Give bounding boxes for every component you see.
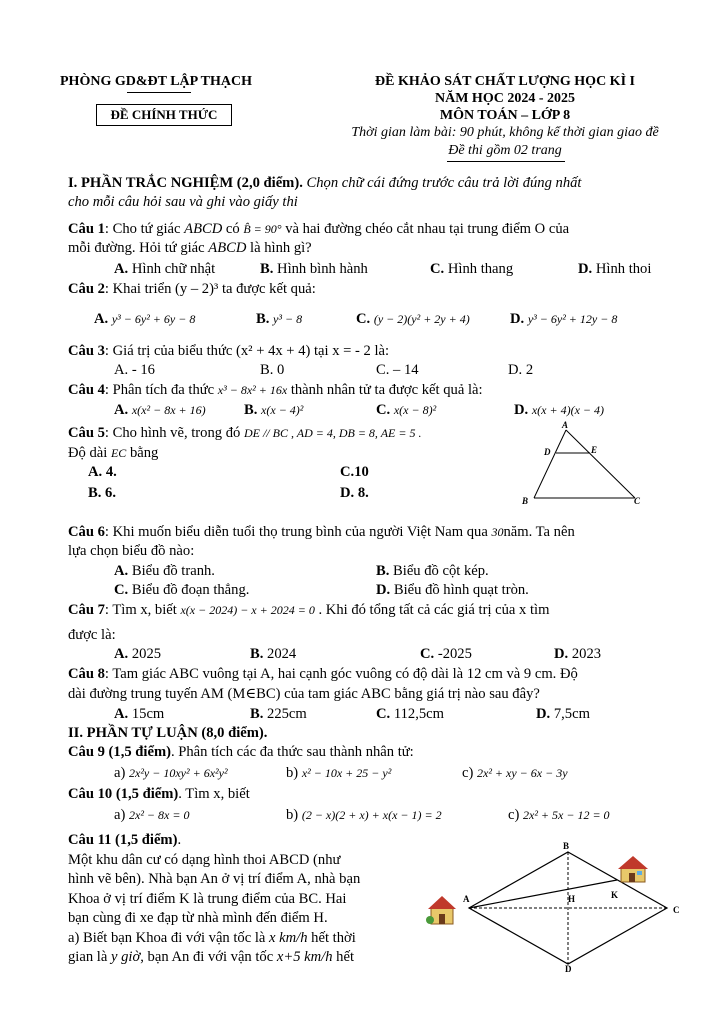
q1-text-d: mỗi đường. Hỏi tứ giác [68,240,209,256]
q11-t5a: a) Biết bạn Khoa đi với vận tốc là [68,930,270,946]
q5-label-a: A [562,420,569,430]
subject-title: MÔN TOÁN – LỚP 8 [439,108,571,123]
q4-option-a[interactable] [114,401,206,419]
q3-line1 [68,342,389,360]
q11-label-k: K [611,890,619,900]
q11-label-a: A [463,894,470,904]
q1-option-d[interactable] [578,260,651,278]
q1-opt-text: Hình thoi [592,261,652,277]
time-note: Thời gian làm bài: 90 phút, không kể thời gian giao đề [351,125,659,140]
q3-text: : Giá trị của biểu thức (x² + 4x + 4) tại x = - 2 là: [104,343,390,359]
q6-option-d[interactable] [376,581,529,599]
q5-option-d[interactable]: D. 8. [340,485,369,501]
q11-speed-2: x+5 km/h [276,949,333,965]
q2-opt-text: (y − 2)(y² + 2y + 4) [373,312,470,326]
q5-option-b[interactable]: B. 6. [88,485,116,501]
part1-title: I. PHẦN TRẮC NGHIỆM (2,0 điểm). [68,175,303,191]
q2-opt-letter: D. [510,311,525,327]
q2-line1 [68,280,316,298]
q4-poly: x³ − 8x² + 16x [217,383,288,397]
q11-time: y giờ [110,949,141,965]
q5-ec: EC [110,446,127,460]
q4-opt-text: x(x − 4)² [261,403,304,417]
q1-opt-letter: B. [260,261,274,277]
q6-option-a[interactable] [114,562,215,580]
q7-line2: được là: [68,627,116,643]
q6-opt-text: Biểu đồ đoạn thẳng. [128,582,250,598]
q5-label-d: D [544,447,551,457]
q8-line2: dài đường trung tuyến AM (M∈BC) của tam giác ABC bằng giá trị nào sau đây? [68,686,540,702]
q10-a-label: a) [114,807,126,823]
q1-opt-letter: D. [578,261,593,277]
q7-option-c[interactable] [420,645,472,663]
department-name: PHÒNG GD&ĐT LẬP THẠCH [60,74,253,89]
q1-label: Câu 1 [68,221,105,237]
q6-opt-letter: C. [114,582,129,598]
q1-abcd: ABCD [184,221,223,237]
q4-option-c[interactable] [376,401,436,419]
q11-t6c: hết [332,949,354,965]
q8-opt-text: 112,5cm [390,706,444,722]
q8-opt-letter: D. [536,706,551,722]
q7-text: : Tìm x, biết [104,602,181,618]
q7-option-b[interactable] [250,645,296,663]
q2-opt-letter: B. [256,311,270,327]
q5-line2 [68,444,158,462]
q6-opt-text: Biểu đồ cột kép. [389,563,489,579]
q7-option-a[interactable] [114,645,161,663]
q10-label: Câu 10 (1,5 điểm) [68,786,179,802]
header-divider-right [447,161,565,162]
header-divider-left [127,92,191,93]
q6-option-c[interactable] [114,581,249,599]
q11-text-5 [68,929,356,947]
q1-angle: B̂ = 90° [243,222,282,236]
q9-b-expr: x² − 10x + 25 − y² [301,766,392,780]
q11-label-h: H [568,894,576,904]
q8-opt-letter: C. [376,706,391,722]
q2-label: Câu 2 [68,281,105,297]
q2-opt-letter: A. [94,311,109,327]
q7-opt-text: -2025 [434,646,472,662]
q10-part-b [286,806,442,824]
q6-opt-letter: A. [114,563,129,579]
q7-opt-letter: A. [114,646,129,662]
q4-opt-letter: D. [514,402,529,418]
q11-label: Câu 11 (1,5 điểm) [68,832,178,848]
q8-text: : Tam giác ABC vuông tại A, hai cạnh góc vuông có độ dài là 12 cm và 9 cm. Độ [104,666,578,682]
q5-option-a[interactable]: A. 4. [88,464,117,480]
part1-heading [68,174,581,192]
q8-opt-letter: A. [114,706,129,722]
q7-line1 [68,601,549,619]
q2-text: : Khai triển (y – 2)³ ta được kết quả: [104,281,316,297]
q8-opt-text: 225cm [263,706,307,722]
house-icon-an [426,896,456,924]
q3-option-d[interactable]: D. 2 [508,362,534,378]
q4-opt-letter: A. [114,402,129,418]
q7-text-b: . Khi đó tổng tất cả các giá trị của x tìm [314,602,550,618]
q5-line1 [68,424,421,442]
q1-option-a[interactable] [114,260,215,278]
q9-a-expr: 2x²y − 10xy² + 6x²y² [129,766,228,780]
q1-option-c[interactable] [430,260,513,278]
q7-opt-text: 2024 [263,646,297,662]
q7-opt-text: 2025 [128,646,162,662]
q10-text: . Tìm x, biết [178,786,250,802]
q11-text-1: Một khu dân cư có dạng hình thoi ABCD (như [68,852,341,868]
q11-dot: . [177,832,182,848]
q5-text: : Cho hình vẽ, trong đó [104,425,244,441]
q2-option-b[interactable] [256,310,302,328]
school-year: NĂM HỌC 2024 - 2025 [435,91,575,106]
segment-ak [469,880,617,908]
q4-option-b[interactable] [244,401,303,419]
q6-opt-text: Biểu đồ hình quạt tròn. [390,582,529,598]
q9-part-b [286,764,391,782]
part1-instruction-cont: cho mỗi câu hỏi sau và ghi vào giấy thi [68,194,298,210]
q11-text-4: bạn cùng đi xe đạp từ nhà mình đến điểm H. [68,910,328,926]
q11-t6a: gian là [68,949,111,965]
q5-label-e: E [591,445,598,455]
q10-c-expr: 2x² + 5x − 12 = 0 [523,808,610,822]
q2-opt-text: y³ − 6y² + 12y − 8 [527,312,618,326]
q11-text-6 [68,948,354,966]
q5-edge-ab [534,430,566,498]
q4-text-b: thành nhân tử ta được kết quả là: [287,382,483,398]
q11-t5b: hết thời [307,930,356,946]
q1-text: : Cho tứ giác [104,221,185,237]
q9-part-a [114,764,228,782]
q6-opt-text: Biểu đồ tranh. [128,563,215,579]
q1-opt-letter: C. [430,261,445,277]
official-label: ĐỀ CHÍNH THỨC [96,104,232,126]
q4-opt-text: x(x² − 8x + 16) [131,403,206,417]
q8-option-b[interactable] [250,705,307,723]
q7-option-d[interactable] [554,645,601,663]
q2-opt-text: y³ − 6y² + 6y − 8 [111,312,196,326]
pages-note: Đề thi gồm 02 trang [448,143,562,158]
q9-c-expr: 2x² + xy − 6x − 3y [477,766,568,780]
q8-option-c[interactable] [376,705,444,723]
q7-opt-letter: B. [250,646,264,662]
q5-text-c: bằng [126,445,159,461]
q7-equation: x(x − 2024) − x + 2024 = 0 [180,603,315,617]
q1-text-c: và hai đường chéo cắt nhau tại trung điểm O của [281,221,570,237]
q11-text-3: Khoa ở vị trí điểm K là trung điểm của BC. Hai [68,891,347,907]
q2-option-d[interactable] [510,310,617,328]
q10-a-expr: 2x² − 8x = 0 [129,808,190,822]
q11-line1 [68,831,181,849]
q5-text-b: Độ dài [68,445,111,461]
q6-text: : Khi muốn biểu diễn tuổi thọ trung bình của người Việt Nam qua [104,524,492,540]
q2-opt-letter: C. [356,311,371,327]
house-icon-khoa [618,856,648,882]
q8-opt-letter: B. [250,706,264,722]
q3-option-a[interactable]: A. - 16 [114,362,155,378]
q4-opt-text: x(x − 8)² [393,403,437,417]
q11-rhombus-figure [425,838,695,973]
q6-option-b[interactable] [376,562,489,580]
q8-line1 [68,665,578,683]
q3-label: Câu 3 [68,343,105,359]
q4-option-d[interactable] [514,401,604,419]
q5-edge-ac [566,430,635,498]
q2-opt-text: y³ − 8 [273,312,303,326]
q10-b-expr: (2 − x)(2 + x) + x(x − 1) = 2 [301,808,442,822]
q6-opt-letter: D. [376,582,391,598]
q4-text: : Phân tích đa thức [104,382,218,398]
q9-line1 [68,743,414,761]
q7-opt-letter: D. [554,646,569,662]
q7-opt-text: 2023 [568,646,602,662]
q11-label-b: B [563,841,570,851]
q11-t6b: , bạn An đi với vận tốc [140,949,277,965]
q1-opt-text: Hình thang [444,261,514,277]
q6-label: Câu 6 [68,524,105,540]
q9-b-label: b) [286,765,299,781]
q1-option-b[interactable] [260,260,368,278]
q9-a-label: a) [114,765,126,781]
q9-label: Câu 9 (1,5 điểm) [68,744,171,760]
q6-line2: lựa chọn biểu đồ nào: [68,543,195,559]
q8-option-d[interactable] [536,705,590,723]
q1-opt-text: Hình chữ nhật [128,261,216,277]
q5-triangle-figure [515,418,645,508]
q10-line1 [68,785,250,803]
q11-text-2: hình vẽ bên). Nhà bạn An ở vị trí điểm A, nhà bạn [68,871,361,887]
q8-option-a[interactable] [114,705,164,723]
q8-label: Câu 8 [68,666,105,682]
q9-c-label: c) [462,765,474,781]
q4-opt-text: x(x + 4)(x − 4) [531,403,605,417]
q6-line1 [68,523,575,541]
q1-opt-text: Hình bình hành [273,261,368,277]
part1-instruction: Chọn chữ cái đứng trước câu trả lời đúng nhất [306,175,582,191]
q7-opt-letter: C. [420,646,435,662]
q11-speed: x km/h [269,930,308,946]
q3-option-b[interactable]: B. 0 [260,362,285,378]
q5-option-c[interactable]: C.10 [340,464,369,480]
q4-opt-letter: C. [376,402,391,418]
q1-opt-letter: A. [114,261,129,277]
q2-option-c[interactable] [356,310,470,328]
q1-text-e: là hình gì? [246,240,312,256]
q5-condition: DE // BC , AD = 4, DB = 8, AE = 5 . [243,426,422,440]
q7-label: Câu 7 [68,602,105,618]
q6-years: 30 [491,525,504,539]
part2-title: II. PHẦN TỰ LUẬN (8,0 điểm). [68,725,268,741]
q4-opt-letter: B. [244,402,258,418]
q1-text-b: có [222,221,244,237]
q3-option-c[interactable]: C. – 14 [376,362,419,378]
q10-b-label: b) [286,807,299,823]
q5-label-c: C [634,496,641,506]
q2-option-a[interactable] [94,310,195,328]
q5-label: Câu 5 [68,425,105,441]
q10-part-c [508,806,610,824]
q4-label: Câu 4 [68,382,105,398]
q6-opt-letter: B. [376,563,390,579]
q10-part-a [114,806,189,824]
q5-label-b: B [522,496,529,506]
q8-opt-text: 7,5cm [550,706,590,722]
q11-label-d: D [565,964,572,973]
q1-line2 [68,239,312,257]
q1-line1 [68,220,569,238]
q11-label-c: C [673,905,680,915]
exam-title: ĐỀ KHẢO SÁT CHẤT LƯỢNG HỌC KÌ I [375,74,635,89]
q8-opt-text: 15cm [128,706,165,722]
q10-c-label: c) [508,807,520,823]
q1-abcd-2: ABCD [208,240,247,256]
q4-line1 [68,381,483,399]
q9-text: . Phân tích các đa thức sau thành nhân tử: [170,744,414,760]
q9-part-c [462,764,568,782]
q6-text-b: năm. Ta nên [503,524,575,540]
